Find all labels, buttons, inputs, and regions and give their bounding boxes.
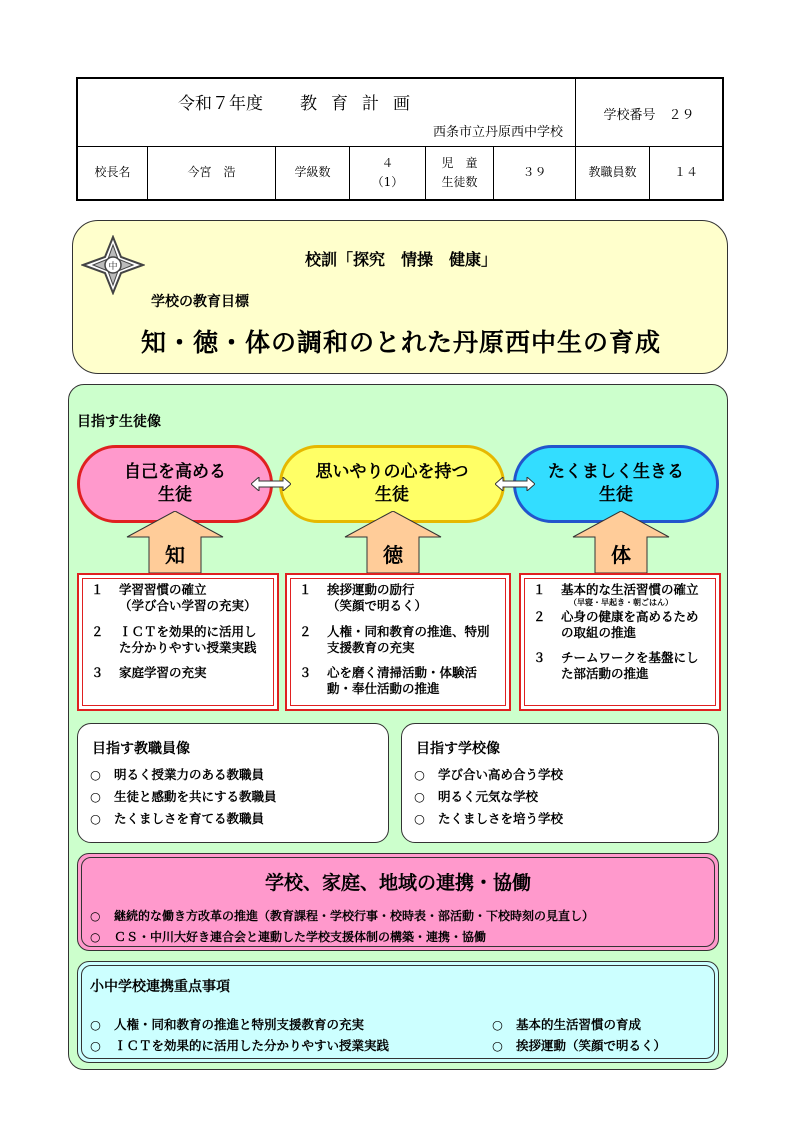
list-item: ○ 生徒と感動を共にする教職員 [90, 789, 277, 804]
goal-label: 学校の教育目標 [151, 294, 249, 310]
student-label-1: 児 童 [441, 155, 478, 170]
list-item: ３ 家庭学習の充実 [91, 665, 207, 680]
plan-year: 令和７年度 [178, 94, 263, 114]
arrow-label-toku: 徳 [383, 543, 403, 567]
up-arrow-chi [125, 511, 225, 573]
chi-box [77, 573, 279, 711]
list-item: ２ ＩＣＴを効果的に活用した分かりやすい授業実践 [91, 623, 257, 655]
pillar-toku-line2: 生徒 [375, 485, 409, 505]
list-item: ３ チームワークを基盤にした部活動の推進 [533, 650, 699, 682]
school-name: 西条市立丹原西中学校 [432, 125, 563, 140]
list-item: ○ たくましさを育てる教職員 [90, 811, 265, 826]
tai-box [519, 573, 721, 711]
principal-name: 今宮 浩 [148, 147, 276, 199]
community-box [77, 853, 719, 951]
pillar-tai-line1: たくましく生きる [548, 462, 684, 483]
main-panel [68, 384, 728, 1070]
cooperation-title: 小中学校連携重点事項 [90, 979, 230, 995]
arrow-label-chi: 知 [165, 543, 185, 567]
svg-text:中: 中 [108, 262, 118, 272]
toku-box [285, 573, 511, 711]
list-item: ○ たくましさを培う学校 [414, 811, 564, 826]
staff-count: １４ [673, 165, 698, 180]
staff-label: 教職員数 [576, 147, 650, 199]
list-item: ○ 継続的な働き方改革の推進（教育課程・学校行事・校時表・部活動・下校時刻の見直し） [90, 909, 595, 923]
pillar-chi-line1: 自己を高める [124, 462, 226, 483]
double-arrow-icon [251, 477, 291, 491]
list-item: ２ 心身の健康を高めるための取組の推進 [533, 608, 699, 640]
education-goal: 知・徳・体の調和のとれた丹原西中生の育成 [140, 328, 661, 357]
cooperation-box [77, 961, 719, 1063]
arrow-label-tai: 体 [611, 543, 631, 567]
class-count-sub: （1） [371, 175, 404, 189]
student-label-cell [426, 147, 494, 199]
pillar-toku-line1: 思いやりの心を持つ [315, 462, 469, 483]
principal-label: 校長名 [78, 147, 148, 199]
students-title: 目指す生徒像 [77, 414, 161, 430]
school-number: 学校番号 ２９ [603, 107, 695, 123]
list-item: ２ 人権・同和教育の推進、特別支援教育の充実 [299, 623, 490, 655]
school-title: 目指す学校像 [416, 741, 500, 757]
double-arrow-icon [495, 477, 535, 491]
list-item: ○ 明るく元気な学校 [414, 789, 539, 804]
motto-box [72, 220, 728, 374]
header-row-info [78, 147, 722, 199]
up-arrow-toku [343, 511, 443, 573]
pillar-chi-line2: 生徒 [158, 485, 192, 505]
list-item: ○ 基本的生活習慣の育成 [492, 1017, 642, 1032]
staff-box [77, 723, 389, 843]
list-item: ○ 明るく授業力のある教職員 [90, 767, 265, 782]
list-item: ○ 学び合い高め合う学校 [414, 767, 564, 782]
list-item: ○ ＩＣＴを効果的に活用した分かりやすい授業実践 [90, 1038, 390, 1053]
list-item: １ 挨拶運動の励行 （笑顔で明るく） [299, 582, 428, 614]
list-item: １ 学習習慣の確立 （学び合い学習の充実） [91, 582, 257, 614]
list-item: ３ 心を磨く清掃活動・体験活動・奉仕活動の推進 [299, 665, 478, 697]
header-table [76, 77, 724, 201]
class-count-label: 学級数 [276, 147, 350, 199]
school-motto: 校訓「探究 情操 健康」 [304, 250, 497, 269]
pillar-tai-line2: 生徒 [599, 485, 633, 505]
list-item: ○ 人権・同和教育の推進と特別支援教育の充実 [90, 1017, 365, 1032]
school-box [401, 723, 719, 843]
header-row-title [78, 79, 722, 147]
student-label-2: 生徒数 [441, 175, 478, 189]
up-arrow-tai [571, 511, 671, 573]
student-count: ３９ [494, 147, 576, 199]
plan-title: 教育計画 [300, 94, 424, 114]
list-item: ○ 挨拶運動（笑顔で明るく） [492, 1038, 667, 1053]
community-title: 学校、家庭、地域の連携・協働 [264, 872, 531, 894]
class-count-cell [350, 147, 426, 199]
list-item: １ 基本的な生活習慣の確立 [533, 582, 699, 597]
tai-note: （早寝・早起き・朝ごはん） [569, 598, 673, 608]
staff-title: 目指す教職員像 [92, 741, 190, 757]
class-count-value: ４ [381, 155, 394, 170]
title-cell [78, 79, 576, 147]
list-item: ○ ＣＳ・中川大好き連合会と連動した学校支援体制の構築・連携・協働 [90, 930, 487, 944]
